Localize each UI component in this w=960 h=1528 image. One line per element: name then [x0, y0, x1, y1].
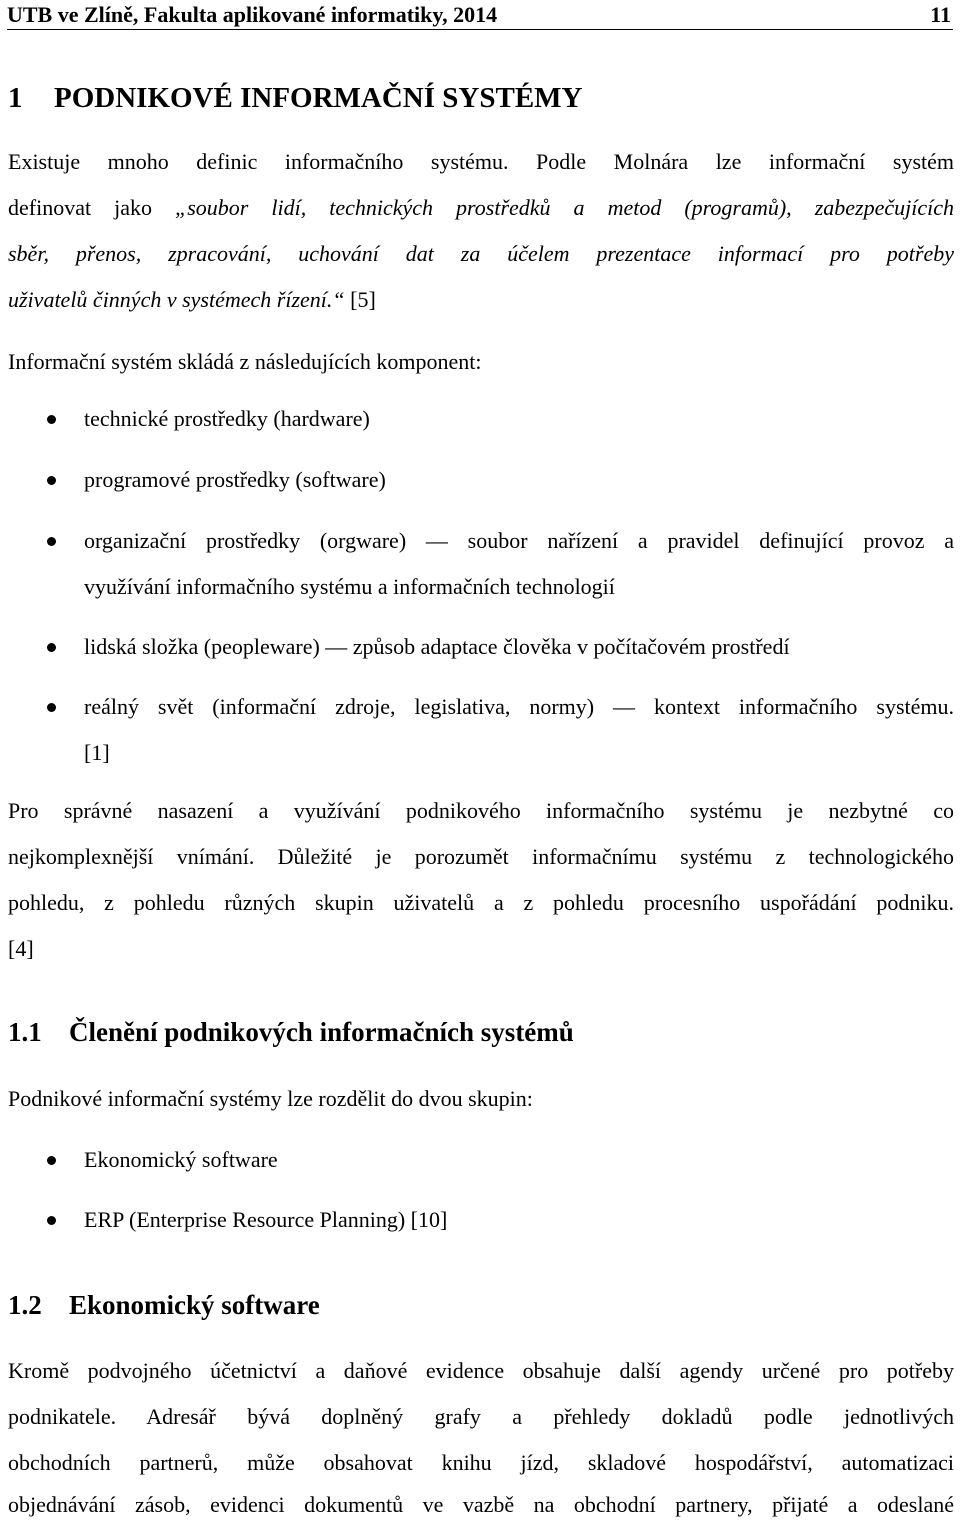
chapter-title: PODNIKOVÉ INFORMAČNÍ SYSTÉMY: [54, 82, 583, 114]
list-item-text: technické prostředky (hardware): [84, 406, 370, 431]
paragraph-line: pohledu, z pohledu různých skupin uživatelů a z pohledu procesního uspořádání podniku.: [8, 890, 954, 915]
paragraph-line: Pro správné nasazení a využívání podnikového informačního systému je nezbytné co: [8, 798, 954, 823]
section-intro: Podnikové informační systémy lze rozdělit do dvou skupin:: [8, 1086, 533, 1111]
page-number: 11: [930, 2, 951, 27]
paragraph-line: [8, 277, 954, 323]
quote-text: „soubor lidí, technických prostředků a metod (programů), zabezpečujících: [174, 195, 954, 220]
list-item-text: organizační prostředky (orgware) — soubor nařízení a pravidel definující provoz a: [84, 528, 954, 553]
paragraph-line: Existuje mnoho definic informačního systému. Podle Molnára lze informační systém: [8, 149, 954, 174]
paragraph-line: podnikatele. Adresář bývá doplněný grafy a přehledy dokladů podle jednotlivých: [8, 1404, 954, 1429]
section-heading: [8, 1017, 574, 1048]
paragraph-line: [8, 231, 954, 277]
bullet-icon: [47, 1156, 56, 1165]
section-title: Ekonomický software: [69, 1290, 320, 1320]
components-intro: Informační systém skládá z následujících komponent:: [8, 349, 482, 374]
list-item-text: ERP (Enterprise Resource Planning) [10]: [84, 1207, 448, 1232]
quote-text: uživatelů činných v systémech řízení.“: [8, 287, 345, 312]
list-item-text: Ekonomický software: [84, 1147, 278, 1172]
citation: [5]: [344, 287, 376, 312]
list-item-text: programové prostředky (software): [84, 467, 386, 492]
paragraph-line: [4]: [8, 936, 34, 961]
bullet-icon: [47, 415, 56, 424]
page-header: [7, 0, 953, 30]
paragraph-text: definovat jako: [8, 195, 175, 220]
section-heading: [8, 1290, 320, 1321]
list-item-continuation: využívání informačního systému a informačních technologií: [84, 574, 615, 599]
bullet-icon: [47, 1216, 56, 1225]
section-title: Členění podnikových informačních systémů: [69, 1017, 574, 1047]
paragraph-line: objednávání zásob, evidenci dokumentů ve vazbě na obchodní partnery, přijaté a odeslané: [8, 1492, 954, 1517]
list-item-text: reálný svět (informační zdroje, legislativa, normy) — kontext informačního systému.: [84, 694, 954, 719]
chapter-number: 1: [8, 82, 23, 114]
quote-text: sběr, přenos, zpracování, uchování dat za účelem prezentace informací pro potřeby: [8, 241, 954, 266]
paragraph-line: obchodních partnerů, může obsahovat knihu jízd, skladové hospodářství, automatizaci: [8, 1450, 954, 1475]
chapter-heading: [8, 82, 582, 115]
bullet-icon: [47, 703, 56, 712]
paragraph-line: nejkomplexnější vnímání. Důležité je porozumět informačnímu systému z technologického: [8, 844, 954, 869]
paragraph-line: [8, 185, 954, 231]
bullet-icon: [47, 476, 56, 485]
list-item-continuation: [1]: [84, 740, 110, 765]
bullet-icon: [47, 537, 56, 546]
paragraph-line: Kromě podvojného účetnictví a daňové evidence obsahuje další agendy určené pro potřeby: [8, 1358, 954, 1383]
bullet-icon: [47, 643, 56, 652]
list-item-text: lidská složka (peopleware) — způsob adaptace člověka v počítačovém prostředí: [84, 634, 790, 659]
section-number: 1.2: [8, 1290, 42, 1320]
section-number: 1.1: [8, 1017, 42, 1047]
header-title: UTB ve Zlíně, Fakulta aplikované informatiky, 2014: [7, 2, 498, 27]
